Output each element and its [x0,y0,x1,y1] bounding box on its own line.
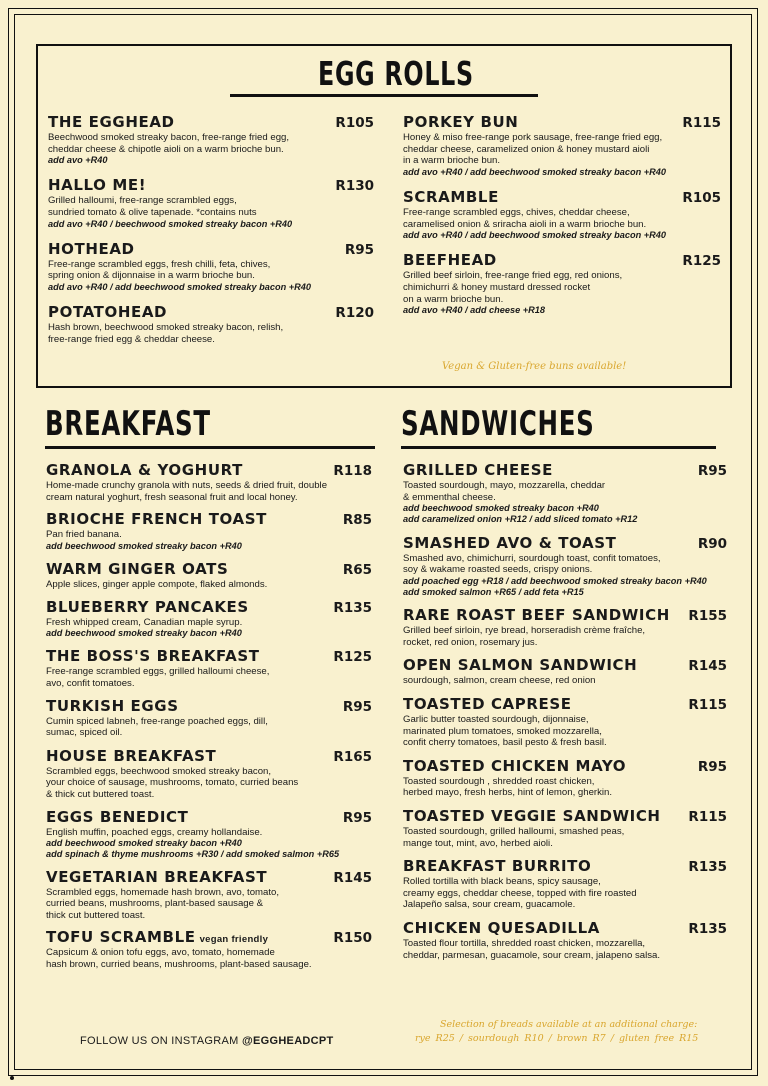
menu-item-name: TOFU SCRAMBLE [46,928,196,947]
menu-item [46,747,372,801]
egg-rolls-title: EGG ROLLS [318,54,474,93]
egg-rolls-rule [230,94,538,97]
menu-item-price: R95 [697,463,727,479]
menu-item-price: R85 [342,512,372,529]
menu-item-tag: vegan friendly [199,934,269,946]
menu-item-header [48,303,374,322]
menu-item-title [46,697,179,716]
menu-item-price: R105 [335,115,374,131]
menu-item-header [403,606,727,625]
menu-item-header [46,928,372,947]
menu-item-title [403,251,497,270]
menu-item-price: R150 [333,930,372,947]
corner-dot [10,1076,14,1080]
sandwiches-rule [401,446,716,449]
instagram-handle-link[interactable]: @EGGHEADCPT [241,1035,334,1047]
menu-item-description: Smashed avo, chimichurri, sourdough toast, confit tomatoes, soy & wakame roasted seeds, crispy onions. [403,552,661,576]
menu-item-title [403,857,591,876]
menu-item-header [46,461,372,480]
menu-item-addon: add avo +R40 / add beechwood smoked streaky bacon +R40 [403,166,666,177]
instagram-footer [80,1035,334,1047]
menu-item-description: Free-range scrambled eggs, fresh chilli, feta, chives, spring onion & dijonnaise in a warm brioche bun. [48,258,271,282]
menu-item-title [48,303,167,322]
menu-item-name: BLUEBERRY PANCAKES [46,597,249,616]
menu-item-description: Apple slices, ginger apple compote, flaked almonds. [46,578,268,590]
menu-item-header [46,697,372,716]
menu-item [403,757,727,799]
menu-item-title [46,868,267,887]
menu-item-name: GRILLED CHEESE [403,461,553,479]
menu-item-description: Toasted sourdough, grilled halloumi, smashed peas, mange tout, mint, avo, herbed aioli. [403,825,625,849]
menu-item-title [46,928,268,947]
menu-item-header [48,240,374,259]
menu-item [46,560,372,591]
menu-item [403,807,727,849]
menu-item-header [46,647,372,666]
menu-item-price: R105 [682,189,721,206]
menu-item [46,647,372,689]
menu-item-name: TOASTED CHICKEN MAYO [403,756,627,775]
menu-item [46,510,372,552]
menu-item-name: RARE ROAST BEEF SANDWICH [403,606,670,625]
menu-item [46,868,372,922]
menu-item-price: R145 [688,658,727,675]
menu-item-title [46,808,188,827]
menu-item-header [403,919,727,938]
menu-item-description: Toasted sourdough, mayo, mozzarella, cheddar & emmenthal cheese. [403,480,606,503]
menu-item-name: THE EGGHEAD [48,113,175,131]
menu-item-name: HOTHEAD [48,239,135,258]
menu-item-name: SMASHED AVO & TOAST [403,533,617,552]
menu-item-price: R130 [335,178,374,195]
menu-item-header [403,188,721,207]
menu-item-name: TURKISH EGGS [46,696,179,715]
menu-item [46,697,372,739]
menu-item-name: HOUSE BREAKFAST [46,746,217,765]
menu-item-price: R115 [688,808,727,825]
menu-item-name: CHICKEN QUESADILLA [403,918,600,937]
menu-item-description: Grilled beef sirloin, rye bread, horseradish crème fraîche, rocket, red onion, rosemary jus. [403,625,646,648]
menu-item-price: R145 [333,869,372,886]
menu-item-price: R95 [344,241,374,258]
menu-item-title [46,598,249,617]
menu-item-name: BEEFHEAD [403,251,497,270]
menu-item-price: R95 [697,758,727,775]
menu-item [403,695,727,749]
menu-item-title [48,240,135,259]
menu-item-addon: add beechwood smoked streaky bacon +R40 add caramelized onion +R12 / add sliced tomato +R12 [403,503,638,525]
menu-item-header [403,807,727,826]
menu-item-header [46,868,372,887]
menu-item-description: Rolled tortilla with black beans, spicy sausage, creamy eggs, cheddar cheese, topped with fire roasted Jalapeño salsa, sour cream, guacamole. [403,876,637,911]
breakfast-column [46,461,372,971]
menu-item-title [403,461,553,480]
menu-item-price: R135 [688,920,727,937]
menu-item-description: Toasted sourdough , shredded roast chicken, herbed mayo, fresh herbs, hint of lemon, gherkin. [403,775,613,799]
menu-item-description: Scrambled eggs, beechwood smoked streaky bacon, your choice of sausage, mushrooms, tomato, curried beans & thick cut buttered toast. [46,765,299,800]
footer-text: FOLLOW US ON INSTAGRAM [80,1035,242,1047]
menu-item-header [46,598,372,617]
menu-item [403,251,721,316]
menu-item-header [403,656,727,675]
bread-note-line1: Selection of breads available at an additional charge: [440,1019,698,1030]
menu-item-header [403,113,721,132]
menu-item-addon: add beechwood smoked streaky bacon +R40 [46,540,242,551]
menu-item-header [46,747,372,766]
menu-item-title [48,113,175,132]
menu-item [403,188,721,241]
menu-item-price: R125 [333,649,372,666]
menu-item-name: THE BOSS'S BREAKFAST [46,647,260,666]
menu-item-addon: add avo +R40 [48,155,108,166]
menu-item [46,461,372,503]
menu-item-name: POTATOHEAD [48,303,168,322]
menu-item-title [403,919,600,938]
menu-item-header [403,461,727,480]
menu-item-header [46,808,372,827]
menu-item-header [403,251,721,270]
menu-item-description: Cumin spiced labneh, free-range poached eggs, dill, sumac, spiced oil. [46,715,268,739]
menu-item-title [403,534,616,553]
menu-item [48,240,374,293]
menu-item-title [46,510,267,529]
menu-item-title [403,807,661,826]
menu-item-description: Toasted flour tortilla, shredded roast chicken, mozzarella, cheddar, parmesan, guacamole, sour cream, jalapeno salsa. [403,937,661,961]
menu-item-description: Beechwood smoked streaky bacon, free-range fried egg, cheddar cheese & chipotle aioli on a warm brioche bun. [48,132,290,155]
menu-item-header [403,757,727,776]
menu-item-price: R165 [333,748,372,765]
menu-item-name: OPEN SALMON SANDWICH [403,656,638,675]
menu-item-price: R118 [333,463,372,479]
breakfast-title: BREAKFAST [45,404,211,444]
menu-item-name: BREAKFAST BURRITO [403,857,592,876]
menu-item-name: WARM GINGER OATS [46,559,229,578]
menu-item [48,113,374,166]
menu-item-header [403,695,727,714]
menu-item-name: TOASTED CAPRESE [403,694,572,713]
menu-item-name: EGGS BENEDICT [46,807,189,826]
sandwiches-title: SANDWICHES [401,404,595,444]
menu-item-price: R115 [688,696,727,713]
menu-item-header [48,176,374,195]
menu-item-header [46,510,372,529]
menu-item [403,656,727,687]
menu-item-addon: add beechwood smoked streaky bacon +R40 [46,628,242,639]
menu-item-header [403,857,727,876]
menu-item-description: English muffin, poached eggs, creamy hollandaise. [46,826,263,838]
menu-item-addon: add avo +R40 / beechwood smoked streaky bacon +R40 [48,218,293,229]
menu-item-description: Pan fried banana. [46,529,122,541]
menu-item [403,534,727,599]
menu-item [48,303,374,345]
menu-item [403,857,727,911]
menu-item-title [403,695,572,714]
menu-item-description: Home-made crunchy granola with nuts, seeds & dried fruit, double cream natural yoghurt, fresh seasonal fruit and local honey. [46,480,328,503]
menu-item-description: Grilled beef sirloin, free-range fried egg, red onions, chimichurri & honey mustard dressed rocket on a warm brioche bun. [403,270,623,305]
menu-item-title [46,747,216,766]
menu-item-price: R90 [697,535,727,552]
menu-item-price: R155 [688,608,727,625]
menu-item-title [46,647,260,666]
menu-item-addon: add beechwood smoked streaky bacon +R40 add spinach & thyme mushrooms +R30 / add smoked salmon +R65 [46,838,340,860]
menu-item-description: Hash brown, beechwood smoked streaky bacon, relish, free-range fried egg & cheddar cheese. [48,322,284,345]
menu-item-description: Grilled halloumi, free-range scrambled eggs, sundried tomato & olive tapenade. *contains nuts [48,195,257,218]
menu-item [46,598,372,640]
menu-item-description: Capsicum & onion tofu eggs, avo, tomato, homemade hash brown, curried beans, mushrooms, plant-based sausage. [46,947,312,970]
menu-item-description: Honey & miso free-range pork sausage, free-range fried egg, cheddar cheese, caramelized onion & honey mustard aioli in a warm brioche bun. [403,132,663,167]
menu-item-price: R95 [342,698,372,715]
menu-item-header [46,560,372,579]
menu-item-title [46,461,243,480]
menu-item-description: Garlic butter toasted sourdough, dijonnaise, marinated plum tomatoes, smoked mozzarella, confit cherry tomatoes, basil pesto & fresh basil. [403,713,607,749]
menu-item-header [403,534,727,553]
menu-item-description: Free-range scrambled eggs, chives, cheddar cheese, caramelised onion & sriracha aioli in a warm brioche bun. [403,206,647,230]
menu-item-name: GRANOLA & YOGHURT [46,461,243,479]
menu-item [403,919,727,961]
breakfast-rule [45,446,375,449]
menu-item-addon: add poached egg +R18 / add beechwood smoked streaky bacon +R40 add smoked salmon +R65 / add feta +R15 [403,575,707,597]
menu-item-name: PORKEY BUN [403,113,519,131]
menu-item-addon: add avo +R40 / add beechwood smoked streaky bacon +R40 [403,230,666,241]
bread-note-line2: rye R25 / sourdough R10 / brown R7 / gluten free R15 [415,1033,699,1044]
menu-item-description: sourdough, salmon, cream cheese, red onion [403,675,596,687]
menu-item-name: VEGETARIAN BREAKFAST [46,867,268,886]
menu-item-title [48,176,146,195]
menu-item [403,461,727,526]
menu-item-price: R135 [333,599,372,616]
menu-item [403,606,727,648]
menu-item-title [403,113,518,132]
menu-item-name: BRIOCHE FRENCH TOAST [46,510,267,529]
menu-item [403,113,721,178]
menu-item-price: R65 [342,561,372,578]
menu-item-title [403,188,499,207]
menu-item-title [403,757,626,776]
menu-item-description: Free-range scrambled eggs, grilled halloumi cheese, avo, confit tomatoes. [46,666,270,689]
menu-item-price: R125 [682,253,721,270]
menu-item-header [48,113,374,132]
menu-item [48,176,374,229]
egg-rolls-right-column [403,113,721,316]
egg-rolls-left-column [48,113,374,345]
menu-item-price: R95 [342,809,372,826]
menu-item-price: R115 [682,115,721,131]
menu-item-name: TOASTED VEGGIE SANDWICH [403,806,661,825]
menu-item-price: R120 [335,305,374,322]
vegan-buns-note: Vegan & Gluten-free buns available! [442,361,627,372]
menu-item [46,928,372,970]
menu-item-title [46,560,228,579]
menu-item [46,808,372,861]
menu-item-addon: add avo +R40 / add cheese +R18 [403,305,545,316]
menu-item-description: Scrambled eggs, homemade hash brown, avo, tomato, curried beans, mushrooms, plant-based sausage & thick cut buttered toast. [46,886,280,921]
menu-item-name: HALLO ME! [48,176,147,195]
menu-item-title [403,606,670,625]
menu-item-name: SCRAMBLE [403,187,499,206]
menu-item-addon: add avo +R40 / add beechwood smoked streaky bacon +R40 [48,281,311,292]
menu-item-price: R135 [688,859,727,876]
sandwiches-column [403,461,727,961]
menu-item-title [403,656,637,675]
menu-item-description: Fresh whipped cream, Canadian maple syrup. [46,616,243,628]
